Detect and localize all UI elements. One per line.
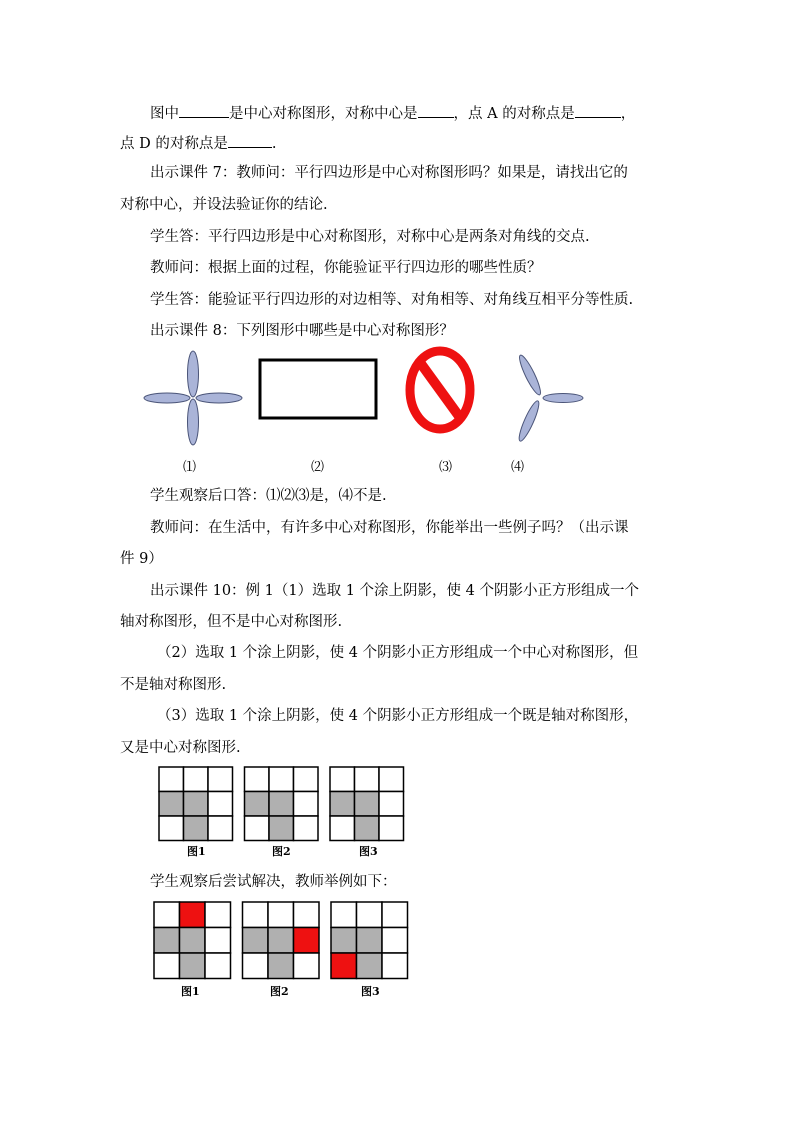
shaded-cell [331,928,357,954]
blank-point-d[interactable] [228,133,272,148]
empty-cell [294,792,319,817]
empty-cell [159,816,184,841]
empty-cell [208,816,233,841]
empty-cell [154,953,180,979]
problem-grid-1 [159,767,233,841]
paragraph-2: 学生答：平行四边形是中心对称图形，对称中心是两条对角线的交点. [150,229,590,245]
problem-grid-caption-1: 图1 [187,845,206,858]
paragraph-10b: 又是中心对称图形. [120,740,241,756]
paragraph-10a: （3）选取 1 个涂上阴影，使 4 个阴影小正方形组成一个既是轴对称图形， [157,708,639,724]
q1-line2-suffix: . [271,136,277,152]
problem-grid-3 [330,767,404,841]
answer-grid-1 [154,902,231,979]
empty-cell [245,816,270,841]
empty-cell [243,953,269,979]
answer-grid-caption-3: 图3 [361,985,380,998]
shaded-cell [184,816,209,841]
answer-grid-3 [331,902,408,979]
rectangle-figure [258,358,378,420]
shaded-cell [180,928,206,954]
answer-grid-caption-2: 图2 [270,985,289,998]
empty-cell [245,767,270,792]
shape-label-3: ⑶ [439,460,453,475]
paragraph-8b: 轴对称图形，但不是中心对称图形. [120,614,343,630]
empty-cell [330,767,355,792]
empty-cell [330,816,355,841]
empty-cell [184,767,209,792]
blank-center[interactable] [418,103,454,118]
answer-grids [153,901,413,981]
shaded-cell [159,792,184,817]
added-red-cell [294,928,320,954]
shaded-cell [268,953,294,979]
paragraph-9b: 不是轴对称图形. [120,677,227,693]
shaded-cell [355,792,380,817]
blank-point-a[interactable] [575,103,621,118]
empty-cell [382,953,408,979]
shaded-cell [180,953,206,979]
blade-lower [516,399,542,443]
empty-cell [379,767,404,792]
empty-cell [269,767,294,792]
empty-cell [268,902,294,928]
paragraph-11: 学生观察后尝试解决，教师举例如下： [150,874,397,890]
petal-left [144,393,190,403]
shaded-cell [355,816,380,841]
no-sign-figure [405,345,475,435]
blade-right [543,394,583,403]
shape-label-1: ⑴ [183,460,197,475]
shaded-cell [245,792,270,817]
q1-prefix: 图中 [150,106,179,122]
flower-figure [145,350,245,450]
petal-bottom [188,399,199,445]
paragraph-1a: 出示课件 7：教师问：平行四边形是中心对称图形吗？如果是，请找出它的 [150,165,628,181]
empty-cell [379,792,404,817]
paragraph-7b: 件 9） [120,551,163,567]
shaded-cell [154,928,180,954]
paragraph-5: 出示课件 8：下列图形中哪些是中心对称图形？ [150,323,454,339]
problem-grid-caption-2: 图2 [272,845,291,858]
answer-grid-2 [243,902,320,979]
empty-cell [382,902,408,928]
empty-cell [379,816,404,841]
shape-label-4: ⑷ [511,460,525,475]
petal-right [196,393,242,403]
empty-cell [208,767,233,792]
paragraph-7a: 教师问：在生活中，有许多中心对称图形，你能举出一些例子吗？（出示课 [150,520,629,536]
shaded-cell [357,953,383,979]
paragraph-3: 教师问：根据上面的过程，你能验证平行四边形的哪些性质？ [150,260,542,276]
shaded-cell [243,928,269,954]
question-line-2 [120,133,680,154]
shaded-cell [184,792,209,817]
empty-cell [294,767,319,792]
empty-cell [208,792,233,817]
shape-label-2: ⑵ [311,460,325,475]
problem-grid-2 [245,767,319,841]
shaded-cell [269,816,294,841]
shaded-cell [268,928,294,954]
question-line-1 [150,103,710,124]
blade-upper [516,353,543,396]
paragraph-8a: 出示课件 10：例 1（1）选取 1 个涂上阴影，使 4 个阴影小正方形组成一个 [150,583,640,599]
shaded-cell [269,792,294,817]
empty-cell [331,902,357,928]
q1-part3: ，点 A 的对称点是 [453,106,575,122]
empty-cell [294,816,319,841]
paragraph-4: 学生答：能验证平行四边形的对边相等、对角相等、对角线互相平分等性质. [150,292,634,308]
empty-cell [205,928,231,954]
empty-cell [205,953,231,979]
q1-line2-prefix: 点 D 的对称点是 [120,136,228,152]
blank-figure[interactable] [179,103,229,118]
paragraph-6: 学生观察后口答：⑴⑵⑶是，⑷不是. [150,488,387,504]
propeller-figure [508,352,588,442]
empty-cell [294,902,320,928]
empty-cell [294,953,320,979]
empty-cell [243,902,269,928]
empty-cell [382,928,408,954]
shaded-cell [357,928,383,954]
q1-part4: ， [620,106,636,122]
petal-top [188,351,199,397]
empty-cell [154,902,180,928]
empty-cell [159,767,184,792]
added-red-cell [331,953,357,979]
added-red-cell [180,902,206,928]
answer-grid-caption-1: 图1 [181,985,200,998]
problem-grids [158,766,418,842]
empty-cell [357,902,383,928]
empty-cell [355,767,380,792]
q1-part2: 是中心对称图形，对称中心是 [229,106,418,122]
problem-grid-caption-3: 图3 [359,845,378,858]
shaded-cell [330,792,355,817]
paragraph-1b: 对称中心，并设法验证你的结论. [120,197,328,213]
empty-cell [205,902,231,928]
paragraph-9a: （2）选取 1 个涂上阴影，使 4 个阴影小正方形组成一个中心对称图形，但 [157,645,639,661]
